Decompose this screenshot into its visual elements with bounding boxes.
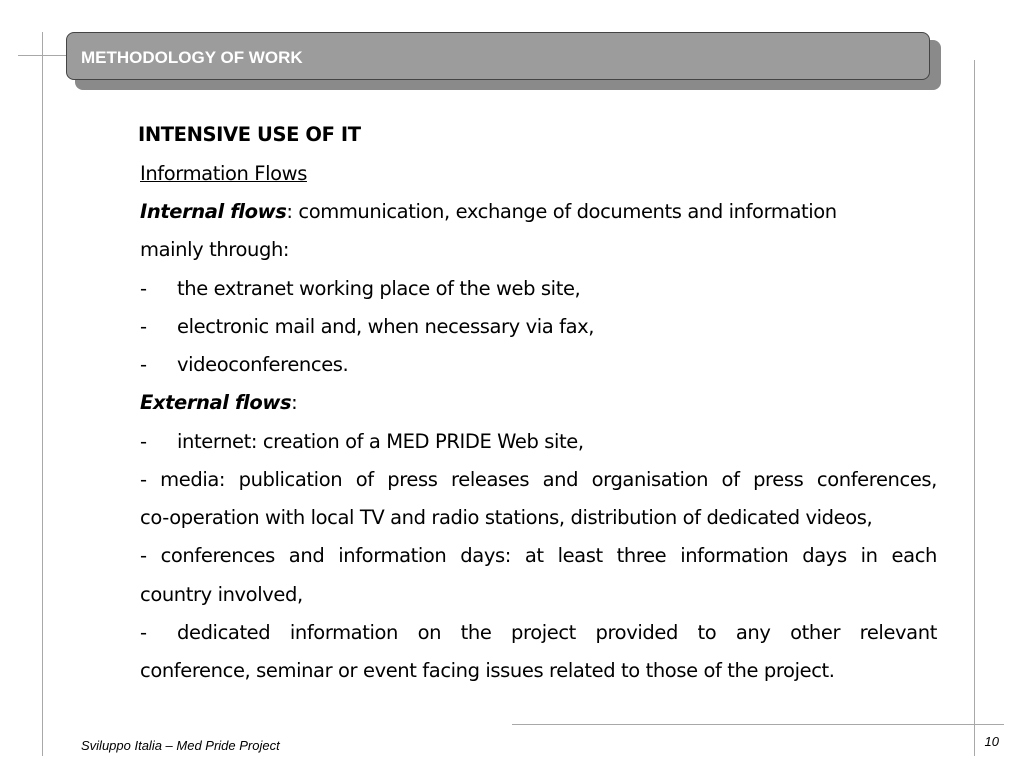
title-bar: [66, 32, 930, 80]
external-flows-paragraph: [140, 391, 937, 415]
internal-flows-label: Internal flows: [140, 200, 287, 223]
list-item: [140, 544, 937, 568]
list-item-continuation: country involved,: [140, 583, 303, 606]
bottom-horizontal-rule: [512, 724, 1004, 725]
footer-text: Sviluppo Italia – Med Pride Project: [81, 738, 280, 753]
bullet-dash: -: [140, 621, 147, 644]
list-item: [140, 315, 937, 339]
justified-word: any: [735, 621, 771, 644]
bullet-dash: -: [140, 353, 147, 376]
bullet-dash: -: [140, 277, 147, 300]
internal-flows-paragraph: [140, 200, 937, 224]
justified-word: relevant: [859, 621, 937, 644]
list-item: [140, 468, 937, 492]
external-flows-label: External flows: [140, 391, 292, 414]
bullet-dash: -: [140, 468, 147, 491]
external-flows-colon: :: [291, 391, 298, 414]
section-heading: INTENSIVE USE OF IT: [138, 123, 361, 146]
list-item-text-justified: [177, 621, 937, 645]
list-item-text: media: publication of press releases and organisation of press conferences,: [160, 468, 937, 491]
list-item-continuation: co-operation with local TV and radio stations, distribution of dedicated videos,: [140, 506, 873, 529]
list-item: [140, 353, 937, 377]
page-number: 10: [984, 734, 999, 749]
list-item-text: the extranet working place of the web site,: [177, 277, 581, 300]
justified-word: information: [289, 621, 398, 644]
list-item-text: electronic mail and, when necessary via fax,: [177, 315, 595, 338]
justified-word: other: [790, 621, 841, 644]
page-title: METHODOLOGY OF WORK: [81, 48, 303, 67]
justified-word: provided: [595, 621, 678, 644]
justified-word: to: [697, 621, 717, 644]
right-vertical-rule: [974, 60, 975, 756]
internal-flows-text: : communication, exchange of documents and information: [286, 200, 837, 223]
justified-word: project: [511, 621, 576, 644]
list-item: [140, 621, 937, 645]
section-subheading: Information Flows: [140, 162, 307, 185]
top-horizontal-rule: [18, 55, 68, 56]
left-vertical-rule: [42, 32, 43, 756]
list-item-continuation: conference, seminar or event facing issues related to those of the project.: [140, 659, 835, 682]
bullet-dash: -: [140, 430, 147, 453]
bullet-dash: -: [140, 544, 147, 567]
list-item-text: internet: creation of a MED PRIDE Web site,: [177, 430, 584, 453]
justified-word: dedicated: [177, 621, 271, 644]
list-item: [140, 277, 937, 301]
justified-word: the: [460, 621, 492, 644]
justified-word: on: [417, 621, 442, 644]
list-item-text: videoconferences.: [177, 353, 349, 376]
bullet-dash: -: [140, 315, 147, 338]
list-item-text: conferences and information days: at least three information days in each: [160, 544, 937, 567]
justified-line: [140, 621, 937, 645]
internal-flows-continuation: mainly through:: [140, 238, 290, 261]
list-item: [140, 430, 937, 454]
